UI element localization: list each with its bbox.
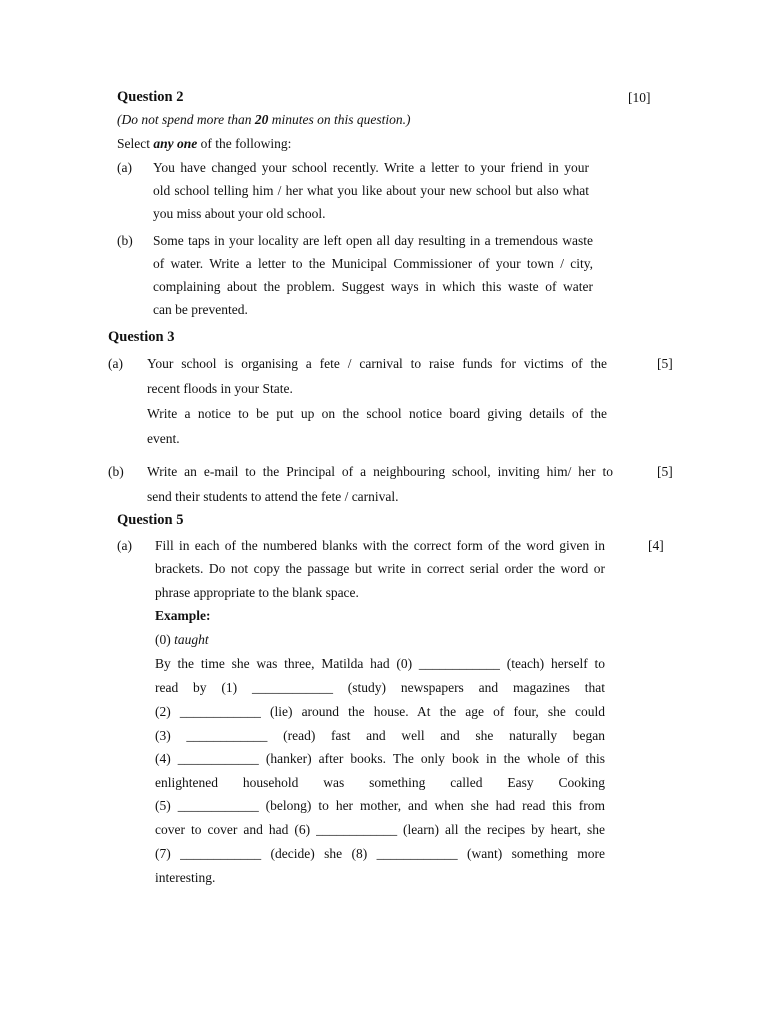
question-2-instruction — [117, 112, 411, 128]
question-2b-line-2: of water. Write a letter to the Municipal Commissioner of your town / city, — [153, 256, 593, 271]
question-3a-line-1: Your school is organising a fete / carnival to raise funds for victims of the — [147, 356, 607, 371]
question-5-title: Question 5 — [117, 512, 184, 528]
example-number: (0) — [155, 632, 175, 647]
question-5a-marks: [4] — [648, 538, 664, 553]
instruction-minutes: 20 — [254, 112, 269, 127]
question-2b-line-1: Some taps in your locality are left open all day resulting in a tremendous waste — [153, 233, 593, 248]
question-2b-line-4: can be prevented. — [153, 302, 248, 317]
select-text-post: of the following: — [197, 136, 292, 151]
question-3a-line-2: recent floods in your State. — [147, 381, 293, 396]
passage-line-7: (5) ____________ (belong) to her mother, and when she had read this from — [155, 798, 605, 813]
question-5a-line-3: phrase appropriate to the blank space. — [155, 585, 359, 600]
question-3b-label: (b) — [108, 464, 124, 479]
passage-line-4: (3) ____________ (read) fast and well and she naturally began — [155, 728, 605, 743]
question-3a-marks: [5] — [657, 356, 673, 371]
question-3-title: Question 3 — [108, 329, 175, 345]
instruction-text-post: minutes on this question.) — [268, 112, 411, 127]
question-3b-line-1: Write an e-mail to the Principal of a neighbouring school, inviting him/ her to — [147, 464, 613, 479]
question-3a-line-3: Write a notice to be put up on the school notice board giving details of the — [147, 406, 607, 421]
passage-line-1: By the time she was three, Matilda had (0) ____________ (teach) herself to — [155, 656, 605, 671]
question-2a-line-1: You have changed your school recently. Write a letter to your friend in your — [153, 160, 589, 175]
question-2-select — [117, 136, 291, 152]
question-2b-line-3: complaining about the problem. Suggest ways in which this waste of water — [153, 279, 593, 294]
question-2a-line-2: old school telling him / her what you like about your new school but also what — [153, 183, 589, 198]
passage-line-5: (4) ____________ (hanker) after books. The only book in the whole of this — [155, 751, 605, 766]
example-word: taught — [174, 632, 209, 647]
passage-line-10: interesting. — [155, 870, 216, 885]
example-answer — [155, 632, 209, 648]
question-2a-line-3: you miss about your old school. — [153, 206, 326, 221]
passage-line-2: read by (1) ____________ (study) newspapers and magazines that — [155, 680, 605, 695]
instruction-text-pre: (Do not spend more than — [117, 112, 255, 127]
passage-line-9: (7) ____________ (decide) she (8) ____________ (want) something more — [155, 846, 605, 861]
question-3a-label: (a) — [108, 356, 123, 371]
question-2-title: Question 2 — [117, 89, 184, 105]
passage-line-3: (2) ____________ (lie) around the house. At the age of four, she could — [155, 704, 605, 719]
select-text-pre: Select — [117, 136, 154, 151]
question-3b-line-2: send their students to attend the fete / carnival. — [147, 489, 399, 504]
question-2-marks: [10] — [628, 90, 651, 105]
example-heading: Example: — [155, 608, 211, 623]
question-5a-line-2: brackets. Do not copy the passage but write in correct serial order the word or — [155, 561, 605, 576]
question-3b-marks: [5] — [657, 464, 673, 479]
passage-line-6: enlightened household was something called Easy Cooking — [155, 775, 605, 790]
select-emphasis: any one — [153, 136, 198, 151]
question-5a-line-1: Fill in each of the numbered blanks with the correct form of the word given in — [155, 538, 605, 553]
question-3a-line-4: event. — [147, 431, 180, 446]
passage-line-8: cover to cover and had (6) ____________ (learn) all the recipes by heart, she — [155, 822, 605, 837]
question-5a-label: (a) — [117, 538, 132, 553]
question-2b-label: (b) — [117, 233, 133, 248]
question-2a-label: (a) — [117, 160, 132, 175]
